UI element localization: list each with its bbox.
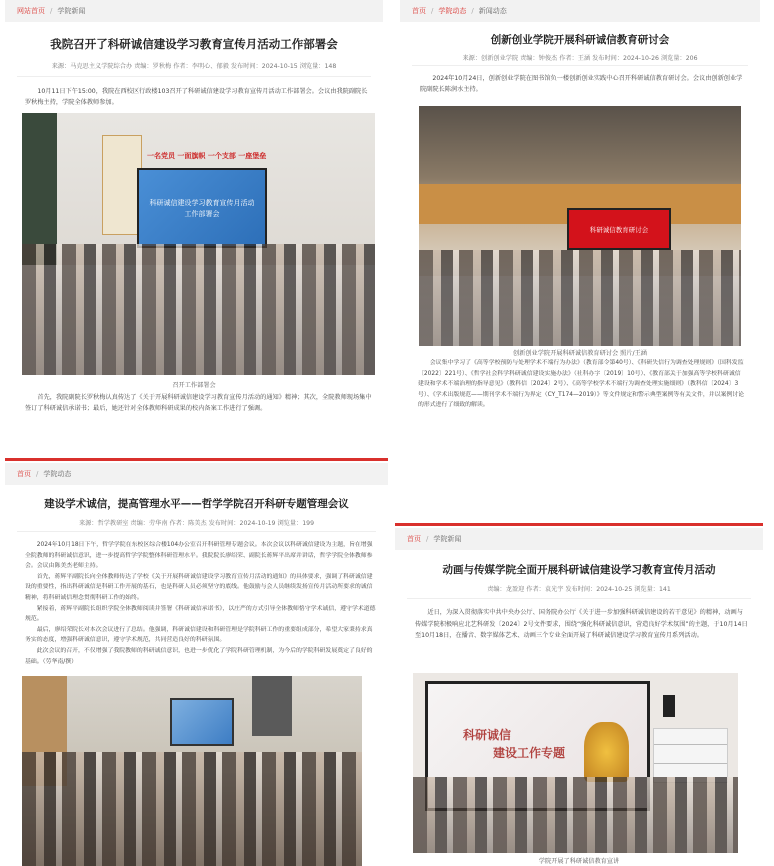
divider <box>412 65 748 66</box>
breadcrumb: 首页 / 学院动态 / 新闻动态 <box>400 0 760 22</box>
article-title: 动画与传媒学院全面开展科研诚信建设学习教育宣传月活动 <box>442 564 716 576</box>
accent-bar <box>395 523 763 526</box>
article-meta: 来源：创新创业学院 责编：钟俊杰 作者：王涵 发布时间：2024-10-26 浏览量：206 <box>462 55 698 62</box>
wall-slogan: 一名党员 一面旗帜 一个支部 一座堡垒 <box>147 152 267 160</box>
article-paragraph: 10月11日下午15:00，我院在西校区行政楼103召开了科研诚信建设学习教育宣传月活动工作部署会。会议由我院副院长罗秋梅主持，学院全体教师参加。 <box>25 88 368 106</box>
breadcrumb: 网站首页 / 学院新闻 <box>5 0 383 22</box>
article-meta: 来源：哲学教研室 责编：劳华南 作者：陈美杰 发布时间：2024-10-19 浏览量：199 <box>78 520 315 527</box>
article-paragraph: 此次会议的召开，不仅增强了我院教师的科研诚信意识，也进一步优化了学院科研管理机制，为今后的学院科研发展奠定了良好的基础。（劳华南/撰） <box>25 647 373 665</box>
breadcrumb-link[interactable]: 学院动态 <box>43 470 72 478</box>
article-title: 建设学术诚信，提高管理水平——哲学学院召开科研专题管理会议 <box>44 498 349 510</box>
party-banner <box>102 135 142 235</box>
photo-caption: 学院开展了科研诚信教育宣讲 <box>538 858 620 865</box>
photo-caption: 创新创业学院开展科研诚信教育研讨会 照片/王涵 <box>513 350 647 357</box>
breadcrumb: 首页 / 学院新闻 <box>395 528 763 550</box>
lion-statue-image <box>584 722 629 782</box>
breadcrumb-current: 新闻动态 <box>478 7 507 15</box>
projector-screen <box>567 208 671 250</box>
article-panel-3 <box>5 458 388 866</box>
article-paragraph: 2024年10月24日，创新创业学院在图书馆负一楼创新创业实践中心召开科研诚信教育研讨会。会议由创新创业学院副院长陈润水主持。 <box>420 75 743 93</box>
photo-caption: 召开工作部署会 <box>172 382 216 389</box>
article-photo <box>22 676 362 866</box>
article-paragraph: 最后，廖绍荣院长对本次会议进行了总结。他强调，科研诚信建设和科研管理是学院科研工作的重要组成部分，希望大家秉持求真务实的态度，增强科研诚信意识，遵守学术规范，共同营造良好的科研氛围。 <box>25 626 373 644</box>
article-paragraph: 紧接着，蒋辉平副院长组织学院全体教师阅读并签署《科研诚信承诺书》，以庄严的方式引导全体教师恪守学术诚信，遵守学术道德规范。 <box>25 605 376 623</box>
article-title: 创新创业学院开展科研诚信教育研讨会 <box>490 34 670 46</box>
article-panel-1 <box>5 0 383 428</box>
article-photo <box>419 106 741 346</box>
breadcrumb-link[interactable]: 学院新闻 <box>433 535 462 543</box>
article-meta: 责编：龙盈迎 作者：袁光宇 发布时间：2024-10-25 浏览量：141 <box>487 586 671 593</box>
article-paragraph: 首先，我院副院长罗秋梅认真传达了《关于开展科研诚信建设学习教育宣传月活动的通知》精神；其次，全院教师现场集中签订了科研诚信承诺书；最后，她还针对全体教师科研成果的校内备案工作进行了强调。 <box>25 394 372 412</box>
article-photo <box>413 673 738 853</box>
breadcrumb-home-link[interactable]: 网站首页 <box>17 7 45 15</box>
article-paragraph: 近日，为深入贯彻落实中共中央办公厅、国务院办公厅《关于进一步加强科研诚信建设的若干意见》的精神，动画与传媒学院积极响应北艺科研发〔2024〕2号文件要求，围绕“强化科研诚信意识，营造良好学术氛围”的主题，于10月14日至10月18日，在播音、数字媒体艺术、动画三个专业全面开展了科研诚信建设学习教育宣传月系列活动。 <box>415 609 748 639</box>
accent-bar <box>5 458 388 461</box>
breadcrumb-link[interactable]: 学院新闻 <box>57 7 86 15</box>
speaker <box>663 695 675 717</box>
divider <box>17 76 371 77</box>
breadcrumb-home-link[interactable]: 首页 <box>17 470 31 478</box>
slide-text: 科研诚信建设学习教育宣传月活动工作部署会 <box>149 199 255 218</box>
article-paragraph: 首先，蒋辉平副院长向全体教师传达了学校《关于开展科研诚信建设学习教育宣传月活动的通知》的具体要求，强调了科研诚信建设的重要性，指出科研诚信是科研工作开展的基石，也是科研人员必须坚守的底线。他鼓励与会人员继续发扬宣传月活动所要求的诚信精神，将科研诚信理念贯彻科研工作的始终。 <box>25 573 373 601</box>
breadcrumb: 首页 / 学院动态 <box>5 463 388 485</box>
breadcrumb-home-link[interactable]: 首页 <box>412 7 426 15</box>
divider <box>407 598 751 599</box>
article-photo <box>22 113 375 375</box>
article-panel-2 <box>400 0 760 438</box>
projector-screen <box>170 698 234 746</box>
article-title: 我院召开了科研诚信建设学习教育宣传月活动工作部署会 <box>50 37 338 51</box>
divider <box>17 531 376 532</box>
article-panel-4 <box>395 523 763 866</box>
slide-text: 科研诚信教育研讨会 <box>589 226 649 234</box>
slide-subtitle: 建设工作专题 <box>493 746 566 760</box>
projector-screen <box>137 168 267 248</box>
article-body <box>25 540 376 667</box>
slide-title: 科研诚信 <box>463 728 512 742</box>
article-meta: 来源：马克思主义学院综合办 责编：罗秋梅 作者：李明心、郁毅 发布时间：2024-10-15 浏览量：148 <box>51 63 337 70</box>
breadcrumb-link[interactable]: 学院动态 <box>438 7 467 15</box>
breadcrumb-home-link[interactable]: 首页 <box>407 535 421 543</box>
article-paragraph: 会议集中学习了《高等学校预防与处理学术不端行为办法》（教育部令第40号）、《科研失信行为调查处理规则》（国科发监〔2022〕221号）、《哲学社会科学科研诚信建设实施办法》（社科办字〔2019〕10号）、《教育部关于加强高等学校科研诚信建设和学术不端治理的指导意见》（教科信〔2024〕2号）、《高等学校学术不端行为调查处理实施细则》（教科信〔2024〕3号）、《学术出版规范——期刊学术不端行为界定（CY_T174—2019）》等文件规定和警示典型案例等有关文件，并以案例讨论的形式进行了细致的解读。 <box>418 360 745 408</box>
article-paragraph: 2024年10月18日下午，哲学学院在东校区综合楼104办公室召开科研管理专题会议。本次会议以科研诚信建设为主题，旨在增强全院教师的科研诚信意识，进一步提高哲学学院整体科研管理水平。我院院长廖绍荣、副院长蒋辉平出席并讲话，哲学学院全体教师参会。会议由陈美杰老师主持。 <box>25 542 373 570</box>
